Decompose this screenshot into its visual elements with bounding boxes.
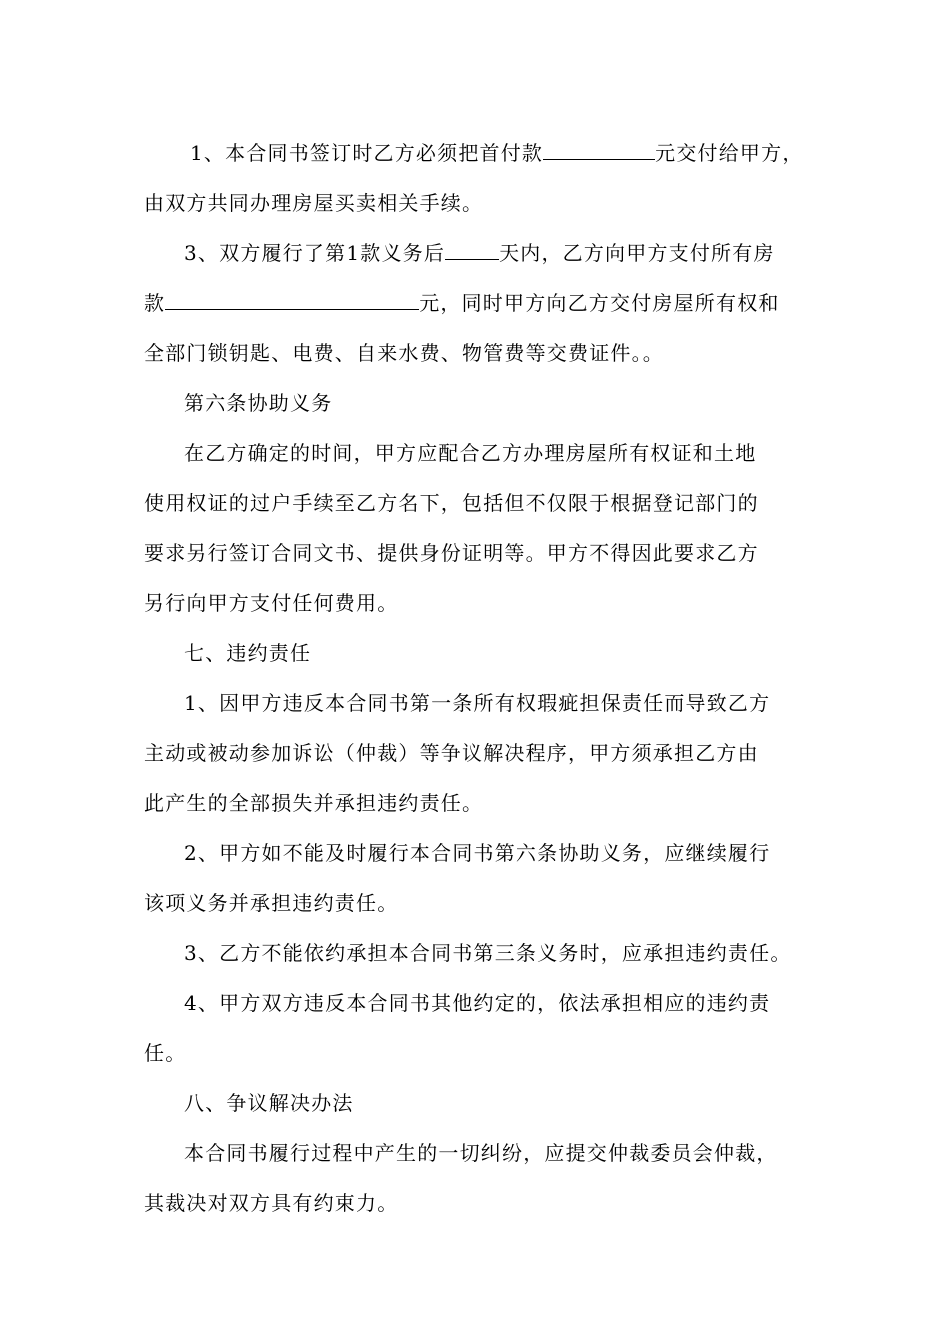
clause-liability-2 [144,828,812,928]
clause-text: 使用权证的过户手续至乙方名下，包括但不仅限于根据登记部门的 [144,491,759,515]
clause-text: 款 [144,291,166,315]
clause-dispute [144,1128,812,1228]
clause-text: 另行向甲方支付任何费用。 [144,591,399,615]
fill-blank-total-amount [165,291,419,310]
clause-down-payment [144,128,812,228]
document-body [144,128,812,1228]
clause-text: 任。 [144,1041,187,1065]
section-heading: 七、违约责任 [184,641,312,665]
clause-text: 元交付给甲方， [655,141,804,165]
clause-assistance [144,428,812,628]
clause-liability-3 [144,928,812,978]
clause-text: 其裁决对双方具有约束力。 [144,1191,399,1215]
fill-blank-days [445,241,499,260]
clause-text: 此产生的全部损失并承担违约责任。 [144,791,484,815]
section-heading-liability [144,628,812,678]
clause-liability-1 [144,678,812,828]
clause-text: 全部门锁钥匙、电费、自来水费、物管费等交费证件。。 [144,341,664,365]
clause-liability-4 [144,978,812,1078]
clause-text: 天内，乙方向甲方支付所有房 [499,241,775,265]
clause-text: 由双方共同办理房屋买卖相关手续。 [144,191,484,215]
clause-text: 1、因甲方违反本合同书第一条所有权瑕疵担保责任而导致乙方 [184,691,771,715]
section-heading: 第六条协助义务 [184,391,333,415]
clause-text: 4、甲方双方违反本合同书其他约定的，依法承担相应的违约责 [184,991,771,1015]
section-heading-assistance [144,378,812,428]
section-heading: 八、争议解决办法 [184,1091,354,1115]
clause-text: 元，同时甲方向乙方交付房屋所有权和 [419,291,780,315]
clause-text: 该项义务并承担违约责任。 [144,891,399,915]
clause-text: 3、双方履行了第1款义务后 [184,241,446,265]
clause-text: 2、甲方如不能及时履行本合同书第六条协助义务，应继续履行 [184,841,771,865]
clause-text: 1、本合同书签订时乙方必须把首付款 [190,141,544,165]
clause-text: 要求另行签订合同文书、提供身份证明等。甲方不得因此要求乙方 [144,541,759,565]
clause-payment-schedule [144,228,812,378]
fill-blank-down-payment [543,141,655,160]
clause-text: 主动或被动参加诉讼（仲裁）等争议解决程序，甲方须承担乙方由 [144,741,759,765]
clause-text: 在乙方确定的时间，甲方应配合乙方办理房屋所有权证和土地 [184,441,757,465]
clause-text: 本合同书履行过程中产生的一切纠纷，应提交仲裁委员会仲裁， [184,1141,778,1165]
section-heading-dispute [144,1078,812,1128]
clause-text: 3、乙方不能依约承担本合同书第三条义务时，应承担违约责任。 [184,941,792,965]
